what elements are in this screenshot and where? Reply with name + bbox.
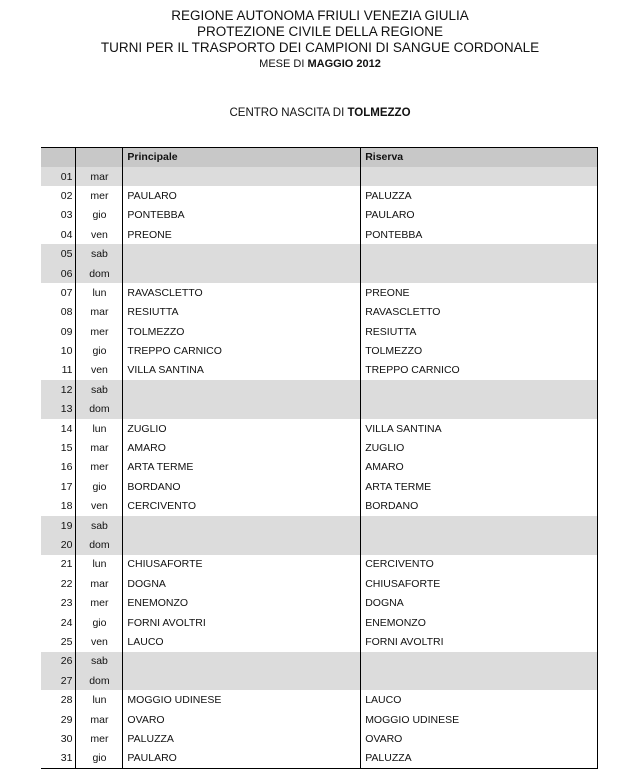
- day-cell: 17: [41, 477, 76, 496]
- riserva-cell: [361, 535, 598, 554]
- weekday-cell: ven: [76, 361, 123, 380]
- weekday-cell: dom: [76, 400, 123, 419]
- month-value: MAGGIO 2012: [307, 58, 381, 70]
- table-row: [41, 380, 598, 399]
- riserva-cell: RESIUTTA: [361, 322, 598, 341]
- principale-cell: [123, 652, 361, 671]
- weekday-cell: mar: [76, 710, 123, 729]
- principale-cell: CERCIVENTO: [123, 497, 361, 516]
- riserva-cell: [361, 244, 598, 263]
- day-cell: 15: [41, 438, 76, 457]
- riserva-cell: [361, 671, 598, 690]
- weekday-cell: ven: [76, 225, 123, 244]
- principale-cell: ZUGLIO: [123, 419, 361, 438]
- riserva-cell: TREPPO CARNICO: [361, 361, 598, 380]
- table-row: [41, 749, 598, 768]
- table-row: [41, 671, 598, 690]
- weekday-cell: sab: [76, 652, 123, 671]
- weekday-cell: gio: [76, 206, 123, 225]
- principale-cell: DOGNA: [123, 574, 361, 593]
- day-cell: 14: [41, 419, 76, 438]
- table-row: [41, 516, 598, 535]
- principale-cell: MOGGIO UDINESE: [123, 690, 361, 709]
- riserva-cell: [361, 167, 598, 186]
- principale-cell: OVARO: [123, 710, 361, 729]
- shift-table: [41, 147, 598, 769]
- table-row: [41, 206, 598, 225]
- day-cell: 26: [41, 652, 76, 671]
- riserva-cell: AMARO: [361, 458, 598, 477]
- weekday-cell: lun: [76, 419, 123, 438]
- weekday-cell: gio: [76, 613, 123, 632]
- principale-cell: FORNI AVOLTRI: [123, 613, 361, 632]
- day-cell: 27: [41, 671, 76, 690]
- table-row: [41, 458, 598, 477]
- centro-prefix: CENTRO NASCITA DI: [229, 107, 348, 119]
- table-row: [41, 710, 598, 729]
- day-cell: 12: [41, 380, 76, 399]
- table-row: [41, 303, 598, 322]
- day-cell: 08: [41, 303, 76, 322]
- principale-cell: LAUCO: [123, 632, 361, 651]
- table-row: [41, 690, 598, 709]
- day-cell: 13: [41, 400, 76, 419]
- table-row: [41, 341, 598, 360]
- riserva-cell: PALUZZA: [361, 186, 598, 205]
- table-row: [41, 477, 598, 496]
- day-cell: 29: [41, 710, 76, 729]
- riserva-cell: PAULARO: [361, 206, 598, 225]
- table-row: [41, 225, 598, 244]
- day-cell: 05: [41, 244, 76, 263]
- riserva-cell: VILLA SANTINA: [361, 419, 598, 438]
- principale-cell: [123, 535, 361, 554]
- principale-cell: RESIUTTA: [123, 303, 361, 322]
- table-row: [41, 497, 598, 516]
- day-cell: 19: [41, 516, 76, 535]
- principale-cell: TREPPO CARNICO: [123, 341, 361, 360]
- riserva-cell: DOGNA: [361, 593, 598, 612]
- day-cell: 11: [41, 361, 76, 380]
- column-header-principale: Principale: [123, 148, 361, 167]
- day-cell: 21: [41, 555, 76, 574]
- table-row: [41, 186, 598, 205]
- month-line: [0, 57, 640, 71]
- day-cell: 20: [41, 535, 76, 554]
- table-row: [41, 167, 598, 186]
- day-cell: 23: [41, 593, 76, 612]
- riserva-cell: BORDANO: [361, 497, 598, 516]
- day-cell: 09: [41, 322, 76, 341]
- day-cell: 31: [41, 749, 76, 768]
- weekday-cell: lun: [76, 283, 123, 302]
- table-row: [41, 244, 598, 263]
- day-cell: 30: [41, 729, 76, 748]
- principale-cell: PALUZZA: [123, 729, 361, 748]
- riserva-cell: TOLMEZZO: [361, 341, 598, 360]
- riserva-cell: FORNI AVOLTRI: [361, 632, 598, 651]
- principale-cell: VILLA SANTINA: [123, 361, 361, 380]
- principale-cell: ARTA TERME: [123, 458, 361, 477]
- day-cell: 01: [41, 167, 76, 186]
- weekday-cell: mar: [76, 574, 123, 593]
- weekday-cell: ven: [76, 497, 123, 516]
- day-cell: 07: [41, 283, 76, 302]
- riserva-cell: PREONE: [361, 283, 598, 302]
- table-row: [41, 555, 598, 574]
- principale-cell: PONTEBBA: [123, 206, 361, 225]
- table-row: [41, 613, 598, 632]
- riserva-cell: RAVASCLETTO: [361, 303, 598, 322]
- principale-cell: [123, 264, 361, 283]
- riserva-cell: [361, 264, 598, 283]
- day-cell: 06: [41, 264, 76, 283]
- table-row: [41, 322, 598, 341]
- weekday-cell: sab: [76, 516, 123, 535]
- table-row: [41, 438, 598, 457]
- column-header-weekday: [76, 148, 123, 167]
- weekday-cell: gio: [76, 477, 123, 496]
- day-cell: 03: [41, 206, 76, 225]
- weekday-cell: dom: [76, 535, 123, 554]
- principale-cell: [123, 244, 361, 263]
- day-cell: 10: [41, 341, 76, 360]
- table-row: [41, 535, 598, 554]
- riserva-cell: PONTEBBA: [361, 225, 598, 244]
- weekday-cell: mer: [76, 186, 123, 205]
- centro-line: [0, 107, 640, 119]
- weekday-cell: gio: [76, 749, 123, 768]
- day-cell: 24: [41, 613, 76, 632]
- table-row: [41, 632, 598, 651]
- riserva-cell: ENEMONZO: [361, 613, 598, 632]
- weekday-cell: dom: [76, 671, 123, 690]
- principale-cell: [123, 167, 361, 186]
- riserva-cell: MOGGIO UDINESE: [361, 710, 598, 729]
- riserva-cell: ARTA TERME: [361, 477, 598, 496]
- principale-cell: [123, 400, 361, 419]
- month-prefix: MESE DI: [259, 58, 308, 70]
- weekday-cell: mer: [76, 458, 123, 477]
- principale-cell: TOLMEZZO: [123, 322, 361, 341]
- principale-cell: PREONE: [123, 225, 361, 244]
- principale-cell: [123, 671, 361, 690]
- principale-cell: ENEMONZO: [123, 593, 361, 612]
- riserva-cell: CHIUSAFORTE: [361, 574, 598, 593]
- weekday-cell: gio: [76, 341, 123, 360]
- weekday-cell: mer: [76, 593, 123, 612]
- day-cell: 28: [41, 690, 76, 709]
- day-cell: 18: [41, 497, 76, 516]
- riserva-cell: [361, 652, 598, 671]
- centro-name: TOLMEZZO: [347, 107, 411, 119]
- weekday-cell: lun: [76, 555, 123, 574]
- weekday-cell: mar: [76, 303, 123, 322]
- day-cell: 22: [41, 574, 76, 593]
- principale-cell: [123, 516, 361, 535]
- riserva-cell: [361, 516, 598, 535]
- table-row: [41, 283, 598, 302]
- day-cell: 04: [41, 225, 76, 244]
- weekday-cell: mar: [76, 167, 123, 186]
- riserva-cell: LAUCO: [361, 690, 598, 709]
- riserva-cell: PALUZZA: [361, 749, 598, 768]
- principale-cell: BORDANO: [123, 477, 361, 496]
- principale-cell: AMARO: [123, 438, 361, 457]
- day-cell: 16: [41, 458, 76, 477]
- table-row: [41, 652, 598, 671]
- principale-cell: CHIUSAFORTE: [123, 555, 361, 574]
- principale-cell: [123, 380, 361, 399]
- riserva-cell: [361, 400, 598, 419]
- table-row: [41, 361, 598, 380]
- column-header-riserva: Riserva: [361, 148, 598, 167]
- region-title: REGIONE AUTONOMA FRIULI VENEZIA GIULIA: [171, 8, 469, 23]
- riserva-cell: OVARO: [361, 729, 598, 748]
- day-cell: 02: [41, 186, 76, 205]
- weekday-cell: sab: [76, 244, 123, 263]
- weekday-cell: mer: [76, 322, 123, 341]
- weekday-cell: ven: [76, 632, 123, 651]
- riserva-cell: CERCIVENTO: [361, 555, 598, 574]
- principale-cell: RAVASCLETTO: [123, 283, 361, 302]
- weekday-cell: sab: [76, 380, 123, 399]
- department-title: PROTEZIONE CIVILE DELLA REGIONE: [196, 24, 444, 39]
- riserva-cell: [361, 380, 598, 399]
- weekday-cell: mer: [76, 729, 123, 748]
- weekday-cell: mar: [76, 438, 123, 457]
- table-header-row: [41, 148, 598, 167]
- column-header-day: [41, 148, 76, 167]
- table-body: [41, 167, 598, 768]
- riserva-cell: ZUGLIO: [361, 438, 598, 457]
- table-row: [41, 400, 598, 419]
- table-row: [41, 264, 598, 283]
- document-title: TURNI PER IL TRASPORTO DEI CAMPIONI DI SANGUE CORDONALE: [100, 40, 540, 55]
- principale-cell: PAULARO: [123, 186, 361, 205]
- weekday-cell: dom: [76, 264, 123, 283]
- table-row: [41, 593, 598, 612]
- principale-cell: PAULARO: [123, 749, 361, 768]
- table-row: [41, 729, 598, 748]
- day-cell: 25: [41, 632, 76, 651]
- weekday-cell: lun: [76, 690, 123, 709]
- table-row: [41, 574, 598, 593]
- table-row: [41, 419, 598, 438]
